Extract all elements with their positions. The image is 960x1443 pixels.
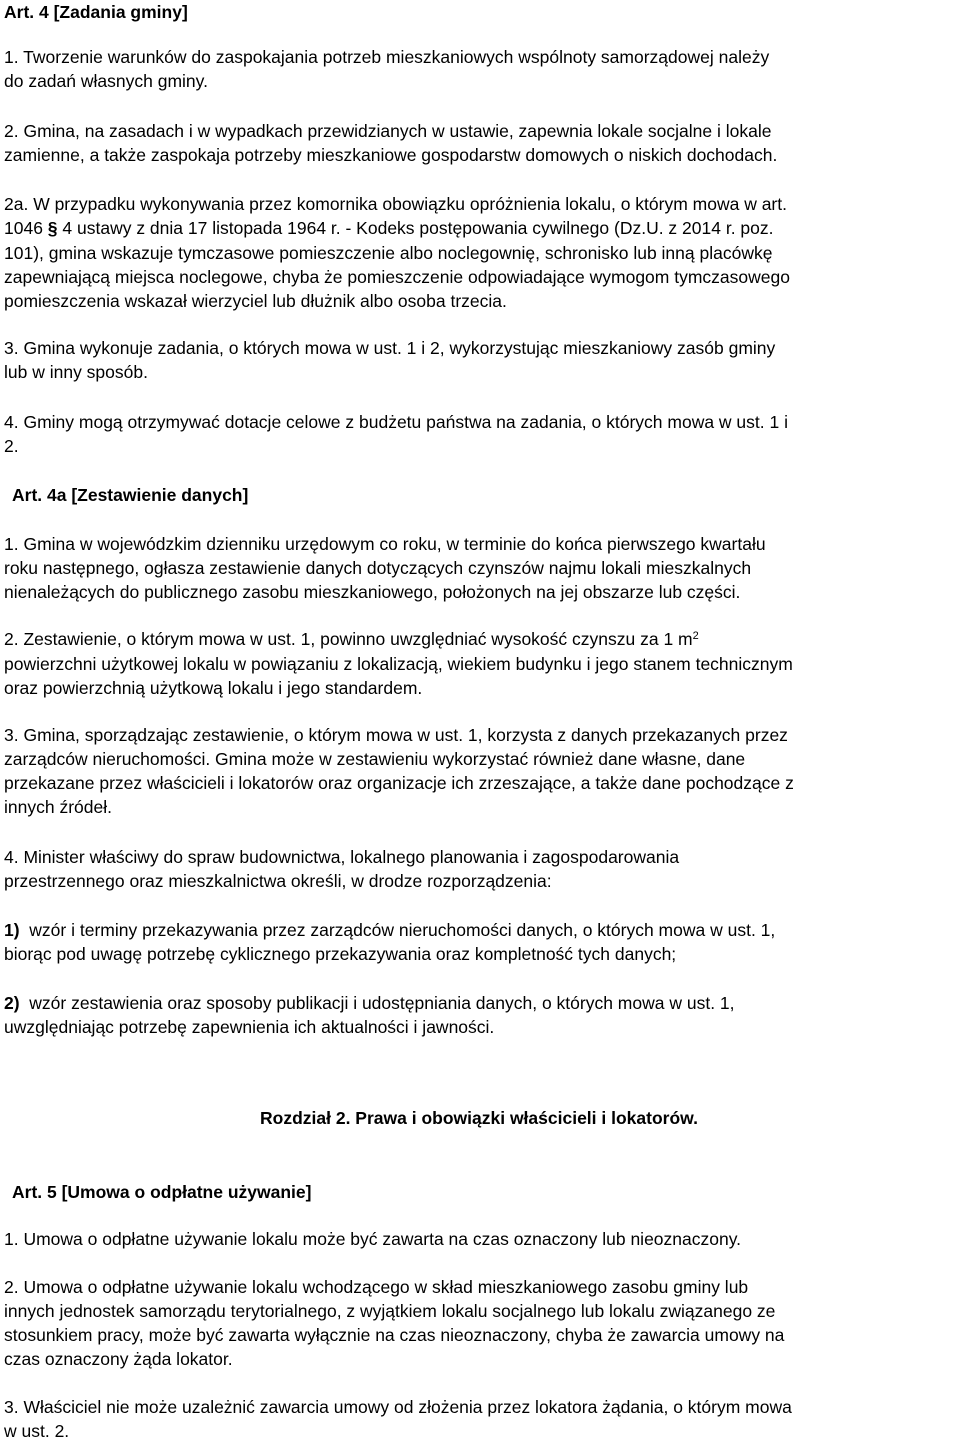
art4-para2a-line2-start: 1046: [4, 218, 48, 238]
art4a-para2-line1: [4, 627, 699, 651]
art4a-para2-line3: oraz powierzchnią użytkową lokalu i jego standardem.: [4, 678, 423, 698]
section-sign: §: [47, 218, 58, 238]
art4-para2a-line1: 2a. W przypadku wykonywania przez komornika obowiązku opróżnienia lokalu, o którym mowa w art.: [4, 194, 787, 214]
art4a-para4-line2: przestrzennego oraz mieszkalnictwa określi, w drodze rozporządzenia:: [4, 871, 552, 891]
art4a-para4-line1: 4. Minister właściwy do spraw budownictwa, lokalnego planowania i zagospodarowania: [4, 847, 680, 867]
art4a-para1-line2: roku następnego, ogłasza zestawienie danych dotyczących czynszów najmu lokali mieszkalnych: [4, 558, 752, 578]
art4-para3-line1: 3. Gmina wykonuje zadania, o których mowa w ust. 1 i 2, wykorzystując mieszkaniowy zasób gminy: [4, 338, 776, 358]
article-4-heading: Art. 4 [Zadania gminy]: [4, 2, 188, 22]
article-4a-heading: Art. 4a [Zestawienie danych]: [12, 485, 249, 505]
art4-para1-line2: do zadań własnych gminy.: [4, 71, 208, 91]
art4-para2-line2: zamienne, a także zaspokaja potrzeby mieszkaniowe gospodarstw domowych o niskich dochodach.: [4, 145, 778, 165]
art4-para2a-line3: 101), gmina wskazuje tymczasowe pomieszczenie albo noclegownię, schronisko lub inną placówkę: [4, 243, 773, 263]
art4a-para3-line4: innych źródeł.: [4, 797, 112, 817]
art4-para4-line1: 4. Gminy mogą otrzymywać dotacje celowe z budżetu państwa na zadania, o których mowa w ust. 1 i: [4, 412, 788, 432]
art5-para2-line3: stosunkiem pracy, może być zawarta wyłącznie na czas nieoznaczony, chyba że zawarcia umowy na: [4, 1325, 785, 1345]
item2-text: wzór zestawienia oraz sposoby publikacji i udostępniania danych, o których mowa w ust. 1,: [19, 993, 735, 1013]
art5-para2-line2: innych jednostek samorządu terytorialnego, z wyjątkiem lokalu socjalnego lub lokalu związanego ze: [4, 1301, 776, 1321]
art5-para3-line2: w ust. 2.: [4, 1421, 70, 1441]
chapter-2-heading: Rozdział 2. Prawa i obowiązki właścicieli i lokatorów.: [260, 1108, 698, 1128]
art4a-item1-line1: [4, 918, 775, 942]
art4-para2-line1: 2. Gmina, na zasadach i w wypadkach przewidzianych w ustawie, zapewnia lokale socjalne i lokale: [4, 121, 772, 141]
item1-label: 1): [4, 920, 20, 940]
art5-para2-line1: 2. Umowa o odpłatne używanie lokalu wchodzącego w skład mieszkaniowego zasobu gminy lub: [4, 1277, 749, 1297]
art4-para4-line2: 2.: [4, 436, 19, 456]
art4-para2a-line5: pomieszczenia wskazał wierzyciel lub dłużnik albo osoba trzecia.: [4, 291, 507, 311]
art4a-para2-line1-text: 2. Zestawienie, o którym mowa w ust. 1, powinno uwzględniać wysokość czynszu za 1 m: [4, 629, 693, 649]
item1-text: wzór i terminy przekazywania przez zarządców nieruchomości danych, o których mowa w ust. 1,: [19, 920, 776, 940]
art4a-para3-line2: zarządców nieruchomości. Gmina może w zestawieniu wykorzystać również dane własne, dane: [4, 749, 746, 769]
art4-para1-line1: 1. Tworzenie warunków do zaspokajania potrzeb mieszkaniowych wspólnoty samorządowej należy: [4, 47, 770, 67]
art4a-para1-line1: 1. Gmina w wojewódzkim dzienniku urzędowym co roku, w terminie do końca pierwszego kwartału: [4, 534, 766, 554]
art4-para2a-line4: zapewniającą miejsca noclegowe, chyba że pomieszczenie odpowiadające wymogom tymczasowego: [4, 267, 790, 287]
art5-para3-line1: 3. Właściciel nie może uzależnić zawarcia umowy od złożenia przez lokatora żądania, o którym mowa: [4, 1397, 792, 1417]
article-5-heading: Art. 5 [Umowa o odpłatne używanie]: [12, 1182, 312, 1202]
superscript-2: 2: [692, 630, 699, 642]
art4a-para3-line1: 3. Gmina, sporządzając zestawienie, o którym mowa w ust. 1, korzysta z danych przekazanych przez: [4, 725, 788, 745]
art4a-para3-line3: przekazane przez właścicieli i lokatorów oraz organizacje ich zrzeszające, a także dane pochodzące z: [4, 773, 794, 793]
art4a-item1-line2: biorąc pod uwagę potrzebę cyklicznego przekazywania oraz kompletność tych danych;: [4, 944, 677, 964]
art5-para2-line4: czas oznaczony żąda lokator.: [4, 1349, 233, 1369]
art4-para2a-line2: [4, 216, 774, 240]
art4a-item2-line1: [4, 991, 735, 1015]
art4a-para2-line2: powierzchni użytkowej lokalu w powiązaniu z lokalizacją, wiekiem budynku i jego stanem technicznym: [4, 654, 793, 674]
art4a-para1-line3: nienależących do publicznego zasobu mieszkaniowego, położonych na jej obszarze lub części.: [4, 582, 741, 602]
art4-para3-line2: lub w inny sposób.: [4, 362, 148, 382]
art4-para2a-line2-end: 4 ustawy z dnia 17 listopada 1964 r. - Kodeks postępowania cywilnego (Dz.U. z 2014 r. poz.: [57, 218, 774, 238]
art4a-item2-line2: uwzględniając potrzebę zapewnienia ich aktualności i jawności.: [4, 1017, 495, 1037]
art5-para1-line1: 1. Umowa o odpłatne używanie lokalu może być zawarta na czas oznaczony lub nieoznaczony.: [4, 1229, 742, 1249]
item2-label: 2): [4, 993, 20, 1013]
